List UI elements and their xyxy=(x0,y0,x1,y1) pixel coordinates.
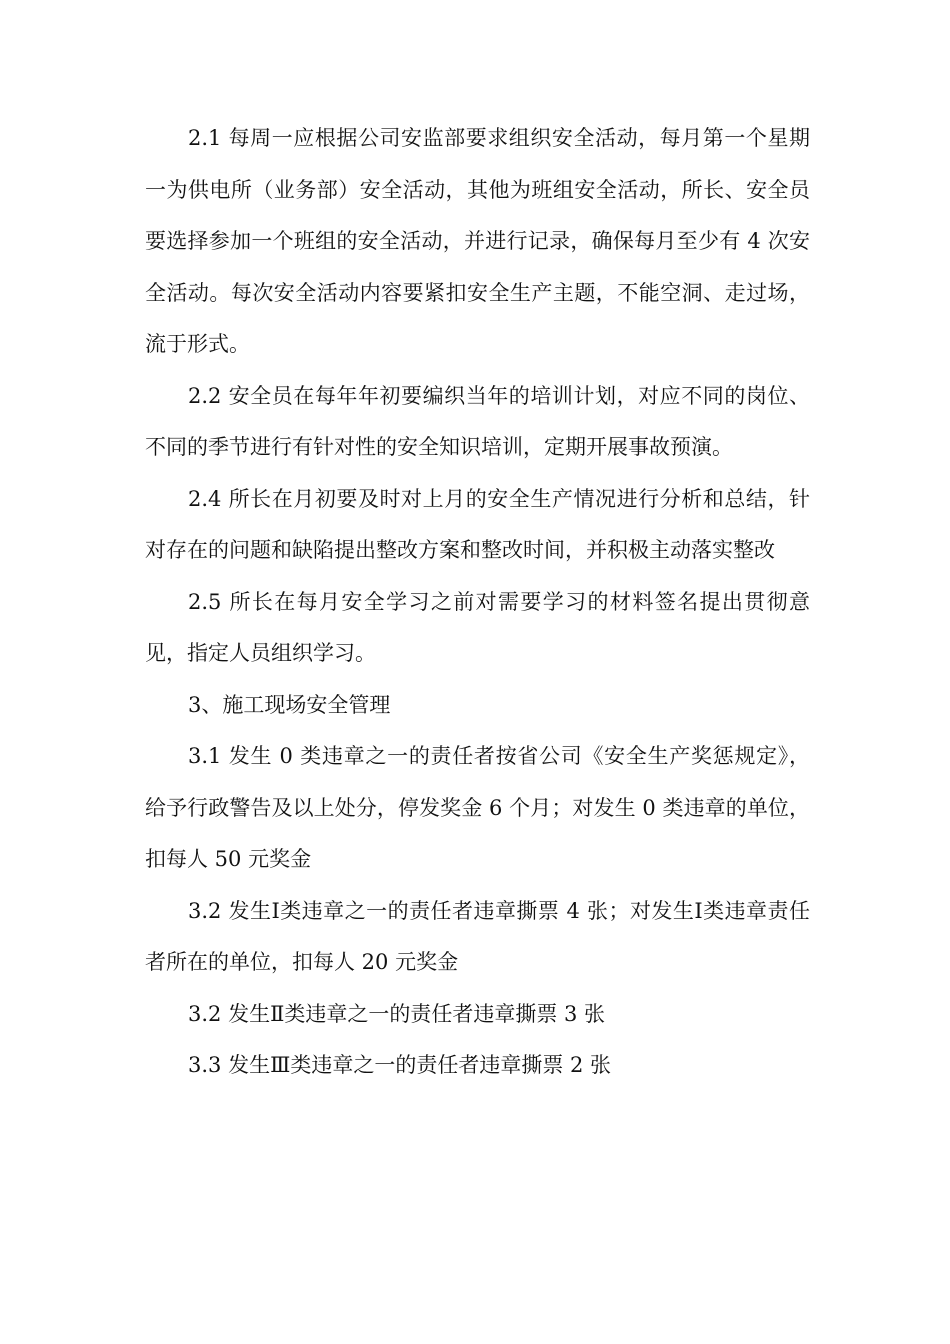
paragraph-3-2-a: 3.2 发生Ⅰ类违章之一的责任者违章撕票 4 张；对发生Ⅰ类违章责任者所在的单位，扣每人 20 元奖金 xyxy=(145,898,810,974)
paragraph-3-3: 3.3 发生Ⅲ类违章之一的责任者违章撕票 2 张 xyxy=(188,1053,612,1077)
document-body xyxy=(145,113,810,1092)
section-heading-3: 3、施工现场安全管理 xyxy=(188,692,391,717)
paragraph-2-5: 2.5 所长在每月安全学习之前对需要学习的材料签名提出贯彻意见，指定人员组织学习。 xyxy=(145,589,810,665)
paragraph-2-2: 2.2 安全员在每年年初要编织当年的培训计划，对应不同的岗位、不同的季节进行有针对性的安全知识培训，定期开展事故预演。 xyxy=(145,383,810,459)
paragraph-2-1: 2.1 每周一应根据公司安监部要求组织安全活动，每月第一个星期一为供电所（业务部）安全活动，其他为班组安全活动，所长、安全员要选择参加一个班组的安全活动，并进行记录，确保每月至少有 4 次安全活动。每次安全活动内容要紧扣安全生产主题，不能空洞、走过场，流于形式。 xyxy=(145,126,810,356)
paragraph-3-2-b: 3.2 发生Ⅱ类违章之一的责任者违章撕票 3 张 xyxy=(188,1001,606,1026)
paragraph-2-4: 2.4 所长在月初要及时对上月的安全生产情况进行分析和总结，针对存在的问题和缺陷提出整改方案和整改时间，并积极主动落实整改 xyxy=(145,486,810,562)
paragraph-3-1: 3.1 发生 0 类违章之一的责任者按省公司《安全生产奖惩规定》，给予行政警告及以上处分，停发奖金 6 个月；对发生 0 类违章的单位，扣每人 50 元奖金 xyxy=(145,744,810,871)
